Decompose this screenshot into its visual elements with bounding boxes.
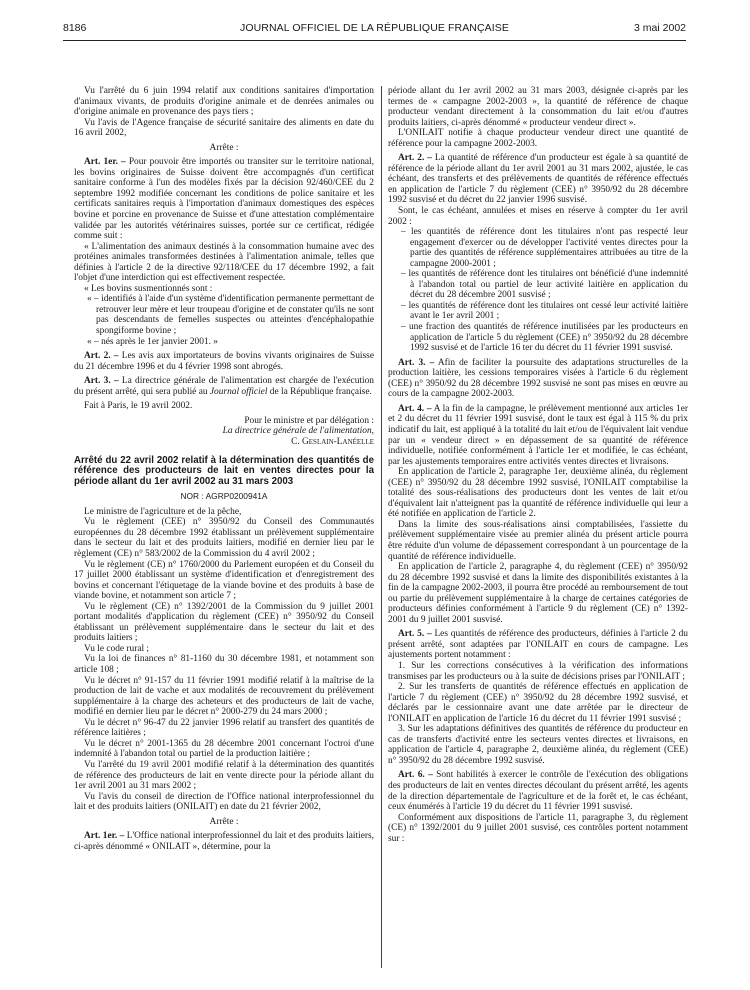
article-5-decree (388, 629, 688, 661)
visa-paragraph: Vu le règlement (CEE) n° 3950/92 du Conseil des Communautés européennes du 28 décembre 1992 établissant un prélèvement supplémentaire dans le secteur du lait et des produits laitiers, modifié en dernier lieu par le règlement (CE) n° 583/2002 de la Commission du 4 avril 2002 ; (74, 517, 374, 560)
fait-line: Fait à Paris, le 19 avril 2002. (84, 401, 193, 412)
article-label: Art. 3. – (84, 376, 119, 387)
right-column (388, 86, 688, 976)
article-6-decree (388, 770, 688, 812)
left-column (74, 86, 374, 976)
visa-paragraph: Vu le règlement (CE) n° 1760/2000 du Parlement européen et du Conseil du 17 juillet 2000 établissant un système d'identification et d'enregistrement des bovins et concernant l'étiquetage de la viande bovine et des produits à base de viande bovine, et notamment son article 7 ; (74, 559, 374, 602)
running-header (63, 22, 686, 38)
paragraph: En application de l'article 2, paragraphe 4, du règlement (CEE) n° 3950/92 du 28 décembre 1992 susvisé et dans la limite des disponibilités existantes à la fin de la campagne 2002-2003, il pourra être procédé au remboursement de tout ou partie du prélèvement supplémentaire à la charge de certaines catégories de producteurs définies conformément à l'article 9 du règlement (CE) n° 1392-2001 du 9 juillet 2001 susvisé. (388, 562, 688, 625)
article-text: La quantité de référence d'un producteur est égale à sa quantité de référence de la période allant du 1er avril 2001 au 31 mars 2002, ajustée, le cas échéant, des transferts et des prélèvements de quantités de référence effectués en application de l'article 7 du règlement (CEE) n° 3950/92 du 28 décembre 1992 susvisé et du décret du 22 janvier 1996 susvisé. (388, 153, 688, 206)
numbered-item: 3. Sur les adaptations définitives des quantités de référence du producteur en cas de transferts d'activité entre les secteurs ventes directes et livraisons, en application de l'article 4, paragraphe 2, deuxième alinéa, du règlement (CEE) n° 3950/92 du 28 décembre 1992 susvisé. (388, 724, 688, 766)
column-separator (381, 86, 382, 968)
article-1 (74, 157, 374, 241)
article-text: La directrice générale de l'alimentation est chargée de l'exécution du présent arrêté, qui sera publié au (74, 376, 374, 397)
page-number: 8186 (63, 22, 87, 34)
signature-title: La directrice générale de l'alimentation, (222, 426, 374, 437)
numbered-item: 2. Sur les transferts de quantités de référence effectués en application de l'article 7 du règlement (CEE) n° 3950/92 du 28 décembre 1992 susvisé, et déclarés par le cessionnaire avant une date arrêtée par le directeur de l'ONILAIT en application de l'article 16 du décret du 11 février 1991 susvisé ; (388, 682, 688, 724)
nor-reference: NOR : AGRP0200941A (180, 491, 268, 502)
paragraph: L'ONILAIT notifie à chaque producteur vendeur direct une quantité de référence pour la campagne 2002-2003. (388, 128, 688, 149)
dash-item: – une fraction des quantités de référence inutilisées par les producteurs en application de l'article 5 du règlement (CEE) n° 3950/92 du 28 décembre 1992 susvisé et de l'article 16 ter du décret du 11 février 1991 susvisé. (401, 322, 688, 354)
dash-item: – les quantités de référence dont les titulaires ont bénéficié d'une indemnité à l'abandon total ou partiel de leur activité laitière en application du décret du 28 décembre 2001 susvisé ; (401, 269, 688, 301)
article-label: Art. 4. – (398, 403, 432, 414)
article-1-decree (74, 831, 374, 852)
quote-dash-item: « – nés après le 1er janvier 2001. » (87, 336, 218, 347)
header-rule (63, 40, 686, 41)
quote-paragraph: « Les bovins susmentionnés sont : (84, 283, 213, 294)
arrete-heading: Arrête : (209, 142, 239, 153)
paragraph: En application de l'article 2, paragraphe 1er, deuxième alinéa, du règlement (CEE) n° 3950/92 du 28 décembre 1992 susvisé, l'ONILAIT comptabilise la totalité des sous-réalisations des producteurs dont les ventes de lait et/ou d'équivalent lait n'atteignent pas la quantité de référence individuelle qui leur a été notifiée en application de l'article 2. (388, 467, 688, 520)
arrete-heading: Arrête : (209, 816, 239, 827)
article-label: Art. 2. – (398, 153, 432, 164)
article-4-decree (388, 404, 688, 467)
article-2 (74, 351, 374, 372)
article-2-decree (388, 153, 688, 206)
signature-line: Pour le ministre et par délégation : (244, 415, 374, 426)
visa-paragraph: Vu le code rural ; (84, 643, 150, 654)
visa-paragraph: Vu le décret n° 96-47 du 22 janvier 1996 relatif au transfert des quantités de référence laitières ; (74, 717, 374, 739)
article-text: Sont habilités à exercer le contrôle de l'exécution des obligations des producteurs de lait en ventes directes découlant du présent arrêté, les agents de la direction départementale de l'agriculture et de la forêt et, le cas échéant, ceux énumérés à l'article 19 du décret du 11 février 1991 susvisé. (388, 770, 688, 813)
article-text: Afin de faciliter la poursuite des adaptations structurelles de la production laitière, les cessions temporaires visées à l'article 6 du règlement (CEE) n° 3950/92 du 28 décembre 1992 susvisé ne sont pas mises en œuvre au cours de la campagne 2002-2003. (388, 357, 688, 400)
article-label: Art. 2. – (84, 351, 119, 362)
paragraph: Dans la limite des sous-réalisations ainsi comptabilisées, l'assiette du prélèvement supplémentaire visée au premier alinéa du présent article pourra être réduite d'un volume de dépassement correspondant à un pourcentage de la quantité de référence individuelle. (388, 519, 688, 562)
dash-item: – les quantités de référence dont les titulaires ont cessé leur activité laitière avant le 1er avril 2001 ; (401, 300, 688, 322)
journal-title: JOURNAL OFFICIEL DE LA RÉPUBLIQUE FRANÇAISE (240, 22, 509, 34)
visa-paragraph: Vu l'avis du conseil de direction de l'Office national interprofessionnel du lait et des produits laitiers (ONILAIT) en date du 21 février 2002, (74, 791, 374, 813)
paragraph: période allant du 1er avril 2002 au 31 mars 2003, désignée ci-après par les termes de « campagne 2002-2003 », la quantité de référence de chaque producteur vendant directement à la consommation du lait et/ou d'autres produits laitiers, ci-après dénommé « producteur vendeur direct ». (388, 86, 688, 128)
decree-title: Arrêté du 22 avril 2002 relatif à la détermination des quantités de référence des producteurs de lait en ventes directes pour la période allant du 1er avril 2002 au 31 mars 2003 (74, 454, 374, 487)
article-text: de la République française. (269, 386, 372, 397)
article-text: Les quantités de référence des producteurs, définies à l'article 2 du présent arrêté, sont adaptées par l'ONILAIT en cours de campagne. Les ajustements portent notamment : (388, 629, 688, 661)
visa-paragraph: Vu le règlement (CE) n° 1392/2001 de la Commission du 9 juillet 2001 portant modalités d'application du règlement (CEE) n° 3950/92 du Conseil établissant un prélèvement supplémentaire dans le secteur du lait et des produits laitiers ; (74, 601, 374, 644)
article-label: Art. 5. – (398, 629, 432, 640)
visa-paragraph: Vu le décret n° 91-157 du 11 février 1991 modifié relatif à la maîtrise de la production de lait de vache et aux modalités de recouvrement du prélèvement supplémentaire à la charge des acheteurs et des producteurs de lait de vache, modifié en dernier lieu par le décret n° 2000-279 du 24 mars 2000 ; (74, 675, 374, 718)
paragraph: Vu l'arrêté du 6 juin 1994 relatif aux conditions sanitaires d'importation d'animaux vivants, de produits d'origine animale et de denrées animales ou d'origine animale en provenance des pays tiers ; (74, 86, 374, 118)
article-label: Art. 1er. – (84, 831, 125, 842)
article-text: A la fin de la campagne, le prélèvement mentionné aux articles 1er et 2 du décret du 11 février 1991 susvisé, dont le taux est égal à 115 % du prix indicatif du lait, est appliqué à la totalité du lait et/ou de l'équivalent lait vendue par un « vendeur direct » en dépassement de sa quantité de référence individuelle, notifiée conformément à l'article 1er et modifiée, le cas échéant, par les ajustements temporaires entre activités ventes directes et livraisons. (388, 403, 688, 467)
article-text: L'Office national interprofessionnel du lait et des produits laitiers, ci-après dénommé « ONILAIT », détermine, pour la (74, 831, 374, 852)
quote-paragraph: « L'alimentation des animaux destinés à la consommation humaine avec des protéines animales transformées destinées à l'alimentation animale, telles que définies à l'article 2 de la directive 92/118/CEE du 17 décembre 1992, a fait l'objet d'une interdiction qui est effectivement respectée. (74, 241, 374, 284)
article-label: Art. 3. – (398, 357, 435, 368)
quote-dash-item: « – identifiés à l'aide d'un système d'identification permanente permettant de retrouver leur mère et leur troupeau d'origine et de constater qu'ils ne sont pas descendants de femelles suspectes ou atteintes d'encéphalopathie spongiforme bovine ; (87, 294, 374, 337)
paragraph: Le ministre de l'agriculture et de la pêche, (84, 506, 242, 517)
visa-paragraph: Vu l'arrêté du 19 avril 2001 modifié relatif à la détermination des quantités de référence des producteurs de lait en vente directe pour la période allant du 1er avril 2001 au 31 mars 2002 ; (74, 759, 374, 792)
visa-paragraph: Vu la loi de finances n° 81-1160 du 30 décembre 1981, et notamment son article 108 ; (74, 654, 374, 676)
issue-date: 3 mai 2002 (634, 22, 686, 34)
numbered-item: 1. Sur les corrections consécutives à la vérification des informations transmises par les producteurs ou à la suite de décisions prises par l'ONILAIT ; (388, 660, 688, 682)
paragraph: Sont, le cas échéant, annulées et mises en réserve à compter du 1er avril 2002 : (388, 206, 688, 227)
article-3 (74, 376, 374, 397)
article-label: Art. 6. – (398, 770, 433, 781)
article-3-decree (388, 358, 688, 400)
article-text: Pour pouvoir être importés ou transiter sur le territoire national, les bovins originaires de Suisse doivent être accompagnés d'un certificat sanitaire conforme à l'un des modèles fixés par la décision 92/460/CEE du 2 septembre 1992 modifiée concernant les conditions de police sanitaire et les certificats sanitaires requis à l'importation d'animaux domestiques des espèces bovine et porcine en provenance de Suisse et d'une attestation complémentaire validée par les autorités vétérinaires suisses, portée sur ce certificat, rédigée comme suit : (74, 157, 374, 242)
article-text: Les avis aux importateurs de bovins vivants originaires de Suisse du 21 décembre 1996 et du 4 février 1998 sont abrogés. (74, 351, 374, 372)
paragraph: Vu l'avis de l'Agence française de sécurité sanitaire des aliments en date du 16 avril 2002, (74, 117, 374, 139)
visa-paragraph: Vu le décret n° 2001-1365 du 28 décembre 2001 concernant l'octroi d'une indemnité à l'abandon total ou partiel de la production laitière ; (74, 738, 374, 760)
paragraph: Conformément aux dispositions de l'article 11, paragraphe 3, du règlement (CE) n° 1392/2001 du 9 juillet 2001 susvisé, ces contrôles portent notamment sur : (388, 812, 688, 844)
dash-item: – les quantités de référence dont les titulaires n'ont pas respecté leur engagement d'exercer ou de développer l'activité ventes directes pour la partie des quantités de référence supplémentaires attribuées au titre de la campagne 2000-2001 ; (401, 227, 688, 269)
article-label: Art. 1er. – (84, 157, 126, 168)
signatory-name: C. Geslain-Lanéelle (291, 436, 374, 447)
journal-reference: Journal officiel (209, 386, 268, 397)
